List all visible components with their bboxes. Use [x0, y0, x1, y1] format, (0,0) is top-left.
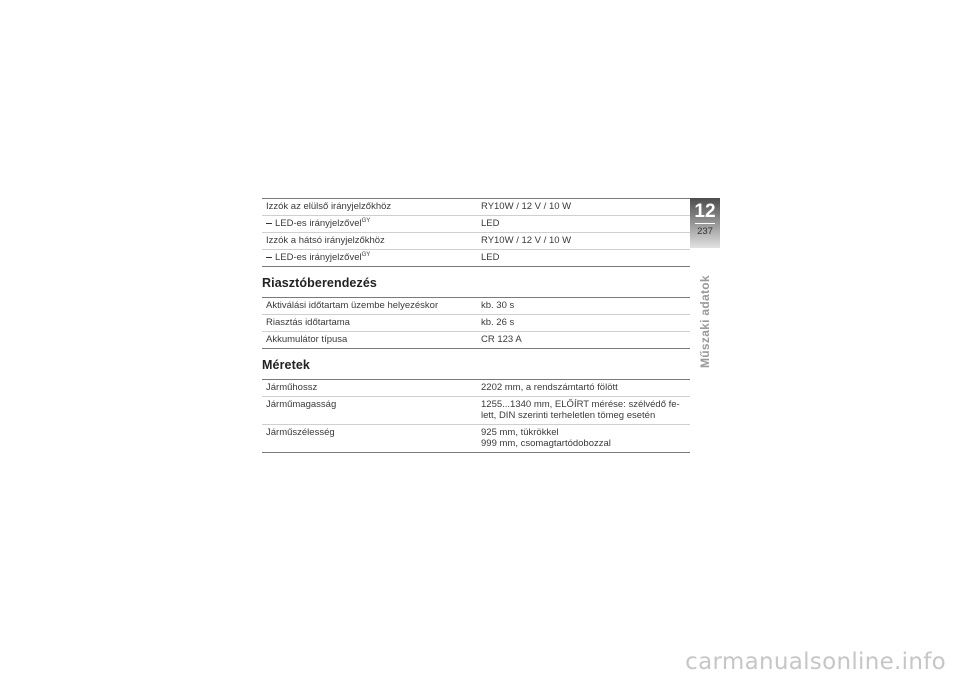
dash-icon — [266, 257, 272, 259]
table-row — [262, 233, 690, 250]
value-line: 999 mm, csomagtartódobozzal — [481, 438, 611, 449]
bulbs-table — [262, 198, 690, 267]
watermark: carmanualsonline.info — [685, 649, 946, 675]
row-label — [262, 250, 477, 267]
chapter-divider — [695, 223, 715, 224]
row-label — [262, 216, 477, 233]
row-label: Járműhossz — [262, 380, 477, 397]
table-row — [262, 425, 690, 453]
row-value — [477, 425, 690, 453]
table-row — [262, 216, 690, 233]
row-value: LED — [477, 250, 690, 267]
row-label: Aktiválási időtartam üzembe helyezéskor — [262, 298, 477, 315]
table-row — [262, 315, 690, 332]
spec-content — [262, 198, 690, 453]
dimensions-heading: Méretek — [262, 358, 310, 372]
chapter-tab — [690, 198, 720, 248]
chapter-title: Műszaki adatok — [698, 275, 712, 368]
row-value: kb. 30 s — [477, 298, 690, 315]
row-value: kb. 26 s — [477, 315, 690, 332]
table-row — [262, 298, 690, 315]
dimensions-table — [262, 379, 690, 453]
table-row — [262, 397, 690, 425]
row-value — [477, 397, 690, 425]
table-row — [262, 250, 690, 267]
table-row — [262, 199, 690, 216]
superscript-note: GY — [361, 218, 371, 224]
alarm-table — [262, 297, 690, 349]
dash-icon — [266, 223, 272, 225]
row-value: RY10W / 12 V / 10 W — [477, 233, 690, 250]
chapter-number: 12 — [694, 201, 716, 222]
value-line: 1255...1340 mm, ELŐÍRT mérése: szélvédő fe- — [481, 399, 680, 410]
value-line: 925 mm, tükrökkel — [481, 427, 559, 438]
table-row — [262, 380, 690, 397]
row-label: Izzók az elülső irányjelzőkhöz — [262, 199, 477, 216]
table-row — [262, 332, 690, 349]
row-label-text: LED-es irányjelzővel — [275, 252, 362, 263]
page-number: 237 — [697, 226, 713, 237]
row-value: RY10W / 12 V / 10 W — [477, 199, 690, 216]
value-line: lett, DIN szerinti terheletlen tömeg esetén — [481, 410, 656, 421]
row-value: 2202 mm, a rendszámtartó fölött — [477, 380, 690, 397]
alarm-heading: Riasztóberendezés — [262, 276, 377, 290]
superscript-note: GY — [361, 252, 371, 258]
row-label: Járműszélesség — [262, 425, 477, 453]
row-label: Járműmagasság — [262, 397, 477, 425]
row-value: LED — [477, 216, 690, 233]
row-label: Riasztás időtartama — [262, 315, 477, 332]
row-label: Izzók a hátsó irányjelzőkhöz — [262, 233, 477, 250]
row-label-text: LED-es irányjelzővel — [275, 218, 362, 229]
row-label: Akkumulátor típusa — [262, 332, 477, 349]
row-value: CR 123 A — [477, 332, 690, 349]
